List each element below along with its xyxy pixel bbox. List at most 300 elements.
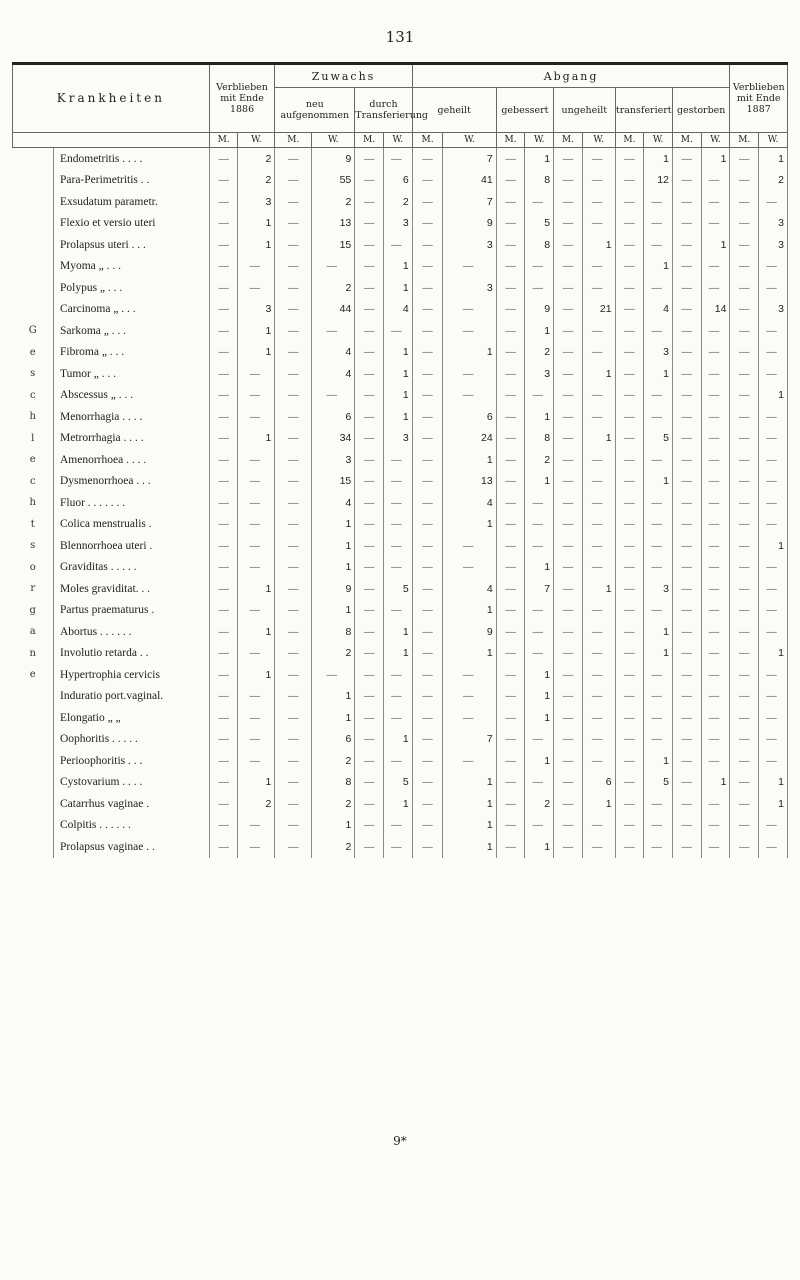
- table-cell: —: [412, 170, 443, 192]
- unit-maenner: M.: [209, 133, 238, 148]
- table-cell: —: [355, 643, 384, 665]
- table-cell: —: [730, 557, 759, 579]
- table-cell: 1: [238, 320, 275, 342]
- table-cell: 1: [644, 471, 673, 493]
- side-label-letter: t: [13, 514, 54, 536]
- table-cell: —: [730, 234, 759, 256]
- table-cell: —: [275, 363, 312, 385]
- table-cell: —: [412, 191, 443, 213]
- table-cell: —: [355, 256, 384, 278]
- side-label-blank: [13, 729, 54, 751]
- table-cell: 1: [644, 363, 673, 385]
- table-cell: —: [412, 449, 443, 471]
- table-cell: —: [238, 406, 275, 428]
- table-cell: —: [582, 406, 615, 428]
- table-cell: —: [582, 557, 615, 579]
- table-cell: —: [615, 148, 644, 170]
- table-cell: —: [701, 557, 730, 579]
- table-cell: —: [312, 664, 355, 686]
- table-cell: —: [355, 686, 384, 708]
- table-cell: —: [644, 815, 673, 837]
- table-cell: 1: [238, 234, 275, 256]
- table-cell: 1: [312, 535, 355, 557]
- table-cell: —: [554, 148, 583, 170]
- table-cell: —: [701, 535, 730, 557]
- table-cell: —: [759, 514, 788, 536]
- table-cell: —: [275, 729, 312, 751]
- table-cell: —: [275, 234, 312, 256]
- table-cell: —: [412, 750, 443, 772]
- table-cell: 1: [759, 643, 788, 665]
- table-cell: —: [355, 191, 384, 213]
- table-cell: 1: [443, 643, 496, 665]
- table-cell: —: [759, 342, 788, 364]
- table-cell: —: [701, 793, 730, 815]
- table-cell: —: [730, 449, 759, 471]
- table-cell: —: [443, 363, 496, 385]
- table-cell: —: [496, 299, 525, 321]
- table-cell: —: [383, 449, 412, 471]
- table-cell: 14: [701, 299, 730, 321]
- table-cell: —: [554, 299, 583, 321]
- unit-weiber: W.: [312, 133, 355, 148]
- table-cell: —: [701, 729, 730, 751]
- table-cell: 1: [312, 686, 355, 708]
- table-cell: 4: [312, 363, 355, 385]
- table-cell: —: [412, 428, 443, 450]
- table-cell: —: [496, 557, 525, 579]
- table-cell: 1: [443, 514, 496, 536]
- table-cell: —: [209, 148, 238, 170]
- table-cell: —: [672, 170, 701, 192]
- table-cell: —: [412, 277, 443, 299]
- table-cell: —: [644, 707, 673, 729]
- table-cell: —: [443, 299, 496, 321]
- table-cell: 1: [238, 578, 275, 600]
- disease-name: Involutio retarda . .: [53, 643, 209, 665]
- table-row: [13, 363, 788, 385]
- table-cell: —: [238, 277, 275, 299]
- disease-name: Perioophoritis . . .: [53, 750, 209, 772]
- table-cell: —: [525, 600, 554, 622]
- table-cell: —: [730, 320, 759, 342]
- table-cell: —: [701, 815, 730, 837]
- table-cell: —: [730, 385, 759, 407]
- table-cell: —: [672, 342, 701, 364]
- table-cell: —: [672, 256, 701, 278]
- table-cell: —: [496, 707, 525, 729]
- table-cell: —: [209, 256, 238, 278]
- table-cell: —: [275, 471, 312, 493]
- header-geheilt: geheilt: [412, 88, 496, 133]
- table-cell: —: [615, 191, 644, 213]
- disease-name: Flexio et versio uteri: [53, 213, 209, 235]
- table-cell: —: [759, 600, 788, 622]
- table-cell: —: [554, 557, 583, 579]
- disease-name: Colica menstrualis .: [53, 514, 209, 536]
- table-cell: —: [383, 664, 412, 686]
- unit-weiber: W.: [383, 133, 412, 148]
- table-cell: —: [355, 385, 384, 407]
- table-cell: —: [554, 342, 583, 364]
- table-cell: —: [275, 815, 312, 837]
- table-cell: —: [355, 428, 384, 450]
- table-cell: —: [701, 406, 730, 428]
- table-cell: —: [730, 428, 759, 450]
- table-cell: —: [275, 514, 312, 536]
- table-cell: —: [615, 836, 644, 858]
- side-label-letter: e: [13, 342, 54, 364]
- disease-name: Tumor „ . . .: [53, 363, 209, 385]
- table-cell: —: [672, 148, 701, 170]
- table-cell: —: [496, 406, 525, 428]
- table-cell: —: [701, 707, 730, 729]
- table-cell: —: [730, 643, 759, 665]
- table-cell: —: [615, 664, 644, 686]
- header-abgang: Abgang: [412, 64, 730, 88]
- table-cell: 3: [238, 191, 275, 213]
- table-cell: 4: [443, 492, 496, 514]
- table-cell: 6: [312, 729, 355, 751]
- table-cell: —: [443, 750, 496, 772]
- side-label-blank: [13, 234, 54, 256]
- unit-maenner: M.: [615, 133, 644, 148]
- table-cell: —: [615, 428, 644, 450]
- table-cell: —: [759, 256, 788, 278]
- side-label-blank: [13, 256, 54, 278]
- disease-name: Polypus „ . . .: [53, 277, 209, 299]
- table-cell: 9: [443, 621, 496, 643]
- table-cell: 5: [383, 772, 412, 794]
- table-cell: —: [496, 535, 525, 557]
- table-row: [13, 191, 788, 213]
- table-cell: —: [730, 535, 759, 557]
- table-cell: —: [615, 170, 644, 192]
- table-cell: —: [644, 514, 673, 536]
- table-cell: 55: [312, 170, 355, 192]
- table-cell: —: [209, 320, 238, 342]
- header-durch-transferierung: durch Transferierung: [355, 88, 412, 133]
- table-cell: —: [525, 535, 554, 557]
- table-cell: 2: [312, 750, 355, 772]
- table-cell: —: [238, 815, 275, 837]
- table-cell: —: [615, 277, 644, 299]
- table-cell: —: [275, 148, 312, 170]
- table-cell: 3: [759, 213, 788, 235]
- table-cell: 1: [525, 406, 554, 428]
- table-cell: —: [582, 320, 615, 342]
- table-cell: —: [730, 342, 759, 364]
- table-cell: —: [554, 514, 583, 536]
- disease-name: Abortus . . . . . .: [53, 621, 209, 643]
- table-cell: —: [644, 664, 673, 686]
- table-cell: —: [615, 729, 644, 751]
- table-cell: —: [209, 836, 238, 858]
- table-cell: 1: [238, 342, 275, 364]
- table-cell: —: [412, 643, 443, 665]
- table-cell: 1: [383, 277, 412, 299]
- table-row: [13, 836, 788, 858]
- table-cell: —: [209, 750, 238, 772]
- table-cell: —: [496, 320, 525, 342]
- table-cell: —: [443, 707, 496, 729]
- table-cell: 1: [383, 643, 412, 665]
- table-cell: —: [730, 815, 759, 837]
- table-cell: —: [759, 471, 788, 493]
- table-cell: —: [275, 836, 312, 858]
- table-cell: —: [701, 256, 730, 278]
- table-cell: —: [383, 320, 412, 342]
- table-cell: —: [275, 643, 312, 665]
- table-cell: —: [525, 772, 554, 794]
- page-number: 131: [385, 28, 415, 46]
- disease-name: Oophoritis . . . . .: [53, 729, 209, 751]
- side-label-letter: n: [13, 643, 54, 665]
- table-cell: —: [554, 471, 583, 493]
- table-cell: —: [412, 621, 443, 643]
- table-cell: —: [496, 686, 525, 708]
- table-cell: —: [730, 686, 759, 708]
- header-transferiert: transferiert: [615, 88, 672, 133]
- table-cell: 1: [582, 234, 615, 256]
- table-cell: 7: [443, 148, 496, 170]
- table-cell: —: [644, 385, 673, 407]
- table-cell: —: [412, 514, 443, 536]
- side-label-letter: o: [13, 557, 54, 579]
- table-cell: 1: [443, 342, 496, 364]
- disease-name: Prolapsus uteri . . .: [53, 234, 209, 256]
- disease-name: Cystovarium . . . .: [53, 772, 209, 794]
- table-cell: —: [275, 406, 312, 428]
- side-label-blank: [13, 707, 54, 729]
- table-cell: —: [582, 836, 615, 858]
- table-cell: —: [672, 664, 701, 686]
- table-cell: —: [730, 256, 759, 278]
- table-cell: 41: [443, 170, 496, 192]
- table-cell: —: [412, 535, 443, 557]
- table-cell: —: [238, 535, 275, 557]
- table-cell: —: [759, 729, 788, 751]
- table-cell: —: [701, 492, 730, 514]
- table-cell: —: [383, 686, 412, 708]
- disease-name: Metrorrhagia . . . .: [53, 428, 209, 450]
- unit-weiber: W.: [582, 133, 615, 148]
- table-cell: 5: [644, 428, 673, 450]
- table-cell: 9: [443, 213, 496, 235]
- table-cell: —: [672, 750, 701, 772]
- table-cell: —: [412, 557, 443, 579]
- table-cell: 8: [312, 621, 355, 643]
- disease-name: Fibroma „ . . .: [53, 342, 209, 364]
- unit-row: [13, 133, 788, 148]
- table-cell: —: [582, 277, 615, 299]
- table-cell: —: [355, 148, 384, 170]
- table-cell: —: [312, 256, 355, 278]
- table-cell: —: [209, 277, 238, 299]
- unit-maenner: M.: [554, 133, 583, 148]
- table-cell: —: [701, 664, 730, 686]
- table-cell: —: [672, 836, 701, 858]
- table-cell: —: [554, 492, 583, 514]
- table-cell: —: [496, 342, 525, 364]
- side-label-letter: c: [13, 385, 54, 407]
- table-cell: —: [496, 600, 525, 622]
- table-cell: —: [412, 256, 443, 278]
- table-cell: —: [412, 729, 443, 751]
- disease-name: Induratio port.vaginal.: [53, 686, 209, 708]
- table-cell: —: [672, 686, 701, 708]
- table-cell: 7: [525, 578, 554, 600]
- table-cell: —: [209, 664, 238, 686]
- table-cell: —: [615, 793, 644, 815]
- table-cell: —: [238, 686, 275, 708]
- disease-name: Myoma „ . . .: [53, 256, 209, 278]
- table-cell: —: [496, 234, 525, 256]
- table-cell: —: [701, 750, 730, 772]
- table-cell: —: [496, 191, 525, 213]
- table-cell: 3: [525, 363, 554, 385]
- table-row: [13, 406, 788, 428]
- header-ungeheilt: ungeheilt: [554, 88, 615, 133]
- table-cell: —: [582, 170, 615, 192]
- table-cell: 9: [312, 578, 355, 600]
- table-cell: 1: [701, 772, 730, 794]
- table-cell: —: [672, 449, 701, 471]
- table-row: [13, 815, 788, 837]
- table-row: [13, 535, 788, 557]
- table-cell: —: [672, 234, 701, 256]
- table-cell: —: [730, 191, 759, 213]
- table-cell: —: [312, 385, 355, 407]
- table-cell: 15: [312, 234, 355, 256]
- table-cell: —: [582, 643, 615, 665]
- table-cell: —: [554, 815, 583, 837]
- table-cell: —: [443, 686, 496, 708]
- table-cell: —: [496, 492, 525, 514]
- table-cell: —: [275, 299, 312, 321]
- table-cell: —: [554, 600, 583, 622]
- table-row: [13, 170, 788, 192]
- table-cell: —: [759, 707, 788, 729]
- disease-name: Exsudatum parametr.: [53, 191, 209, 213]
- table-cell: —: [383, 514, 412, 536]
- table-cell: —: [355, 836, 384, 858]
- table-cell: —: [275, 664, 312, 686]
- table-cell: —: [238, 643, 275, 665]
- table-cell: —: [554, 686, 583, 708]
- side-label-letter: s: [13, 363, 54, 385]
- table-cell: 2: [312, 277, 355, 299]
- table-cell: —: [496, 750, 525, 772]
- table-cell: —: [672, 600, 701, 622]
- table-cell: —: [759, 320, 788, 342]
- side-label-letter: c: [13, 471, 54, 493]
- table-cell: —: [355, 772, 384, 794]
- table-cell: —: [582, 191, 615, 213]
- table-cell: —: [701, 514, 730, 536]
- disease-name: Catarrhus vaginae .: [53, 793, 209, 815]
- side-label-blank: [13, 170, 54, 192]
- table-cell: —: [209, 191, 238, 213]
- table-cell: —: [209, 686, 238, 708]
- table-cell: 1: [525, 664, 554, 686]
- table-cell: 7: [443, 729, 496, 751]
- table-cell: —: [554, 621, 583, 643]
- table-cell: 2: [312, 643, 355, 665]
- table-cell: —: [238, 836, 275, 858]
- table-cell: —: [496, 729, 525, 751]
- table-cell: —: [412, 148, 443, 170]
- side-label-letter: s: [13, 535, 54, 557]
- table-cell: —: [496, 664, 525, 686]
- table-cell: 3: [312, 449, 355, 471]
- table-cell: —: [412, 836, 443, 858]
- table-cell: 1: [238, 213, 275, 235]
- table-cell: —: [443, 557, 496, 579]
- table-cell: —: [701, 578, 730, 600]
- table-cell: 8: [525, 428, 554, 450]
- table-cell: —: [644, 277, 673, 299]
- table-cell: —: [275, 535, 312, 557]
- table-cell: —: [355, 170, 384, 192]
- table-cell: —: [209, 492, 238, 514]
- table-cell: —: [701, 600, 730, 622]
- table-cell: —: [238, 449, 275, 471]
- table-cell: —: [672, 363, 701, 385]
- table-cell: 5: [383, 578, 412, 600]
- table-cell: —: [554, 385, 583, 407]
- table-cell: —: [275, 772, 312, 794]
- table-cell: 1: [582, 793, 615, 815]
- table-cell: —: [496, 643, 525, 665]
- table-cell: —: [412, 707, 443, 729]
- disease-name: Abscessus „ . . .: [53, 385, 209, 407]
- disease-name: Moles graviditat. . .: [53, 578, 209, 600]
- table-cell: —: [672, 793, 701, 815]
- table-cell: 1: [759, 385, 788, 407]
- table-cell: —: [730, 299, 759, 321]
- table-cell: —: [644, 234, 673, 256]
- table-cell: —: [644, 320, 673, 342]
- table-cell: —: [209, 299, 238, 321]
- table-cell: —: [672, 406, 701, 428]
- table-row: [13, 471, 788, 493]
- side-label-blank: [13, 815, 54, 837]
- table-cell: —: [275, 621, 312, 643]
- table-cell: 1: [312, 815, 355, 837]
- table-cell: 1: [582, 578, 615, 600]
- table-cell: —: [582, 600, 615, 622]
- table-cell: —: [238, 514, 275, 536]
- header-verblieben-1887: Verblieben mit Ende 1887: [730, 64, 788, 133]
- table-row: [13, 557, 788, 579]
- table-cell: 1: [525, 471, 554, 493]
- header-krankheiten: Krankheiten: [13, 64, 210, 133]
- table-cell: 7: [443, 191, 496, 213]
- table-cell: 8: [525, 234, 554, 256]
- table-cell: —: [209, 234, 238, 256]
- table-cell: 15: [312, 471, 355, 493]
- side-label-letter: r: [13, 578, 54, 600]
- table-cell: —: [582, 342, 615, 364]
- table-cell: 1: [443, 772, 496, 794]
- table-cell: —: [701, 170, 730, 192]
- table-cell: —: [275, 600, 312, 622]
- table-cell: 2: [525, 449, 554, 471]
- table-cell: 1: [383, 363, 412, 385]
- table-cell: 1: [644, 750, 673, 772]
- header-gebessert: gebessert: [496, 88, 553, 133]
